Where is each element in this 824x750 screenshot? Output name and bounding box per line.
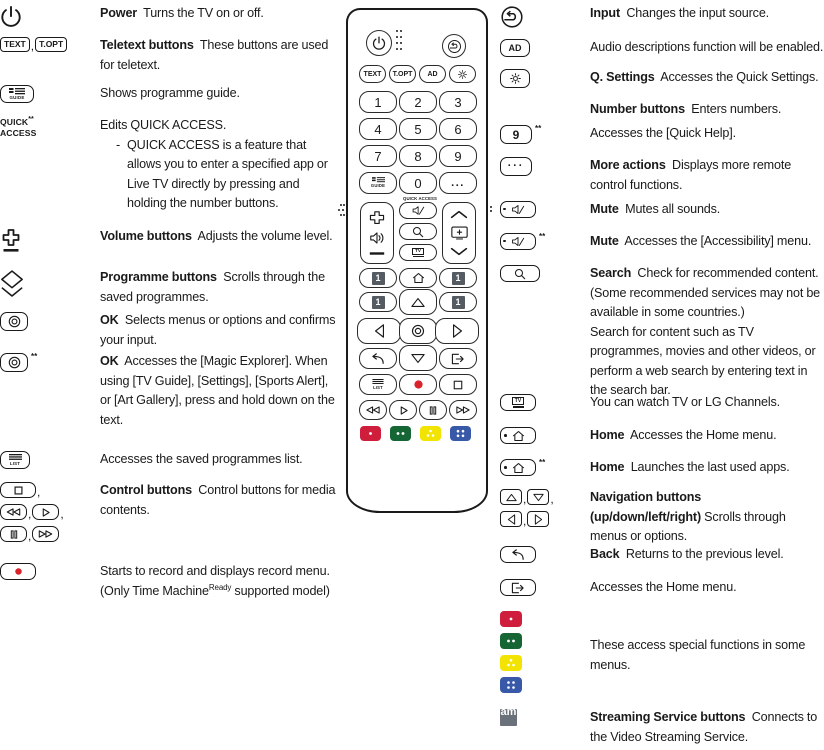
rewind-icon <box>366 406 380 414</box>
up-icon <box>411 297 425 308</box>
entry-quick-settings-text <box>590 68 824 88</box>
fast-forward-icon <box>456 406 470 414</box>
remote-blue-button[interactable] <box>450 426 471 441</box>
record-icon <box>413 379 424 390</box>
entry-volume-desc: Adjusts the volume level. <box>197 229 333 243</box>
down-icon <box>411 353 425 364</box>
topt-key-icon: T.OPT <box>35 37 67 52</box>
entry-ok-magic-bold: OK <box>100 354 119 368</box>
entry-more-actions-desc: Displays more remote control functions. <box>590 158 792 192</box>
remote-ad-button[interactable] <box>419 65 446 83</box>
entry-programme-desc: Scrolls through the saved programmes. <box>100 270 325 304</box>
entry-ok-magic-desc: Accesses the [Magic Explorer]. When using [TV Guide], [Settings], [Sports Alert], or [Art Gallery], press and hold down on the text. <box>100 354 335 427</box>
entry-volume <box>0 227 340 261</box>
entry-programme-text <box>100 268 340 307</box>
entry-more-actions <box>500 156 824 195</box>
entry-mute-text <box>590 200 824 220</box>
entry-ok-bold: OK <box>100 313 119 327</box>
entry-number-buttons-desc: Enters numbers. <box>691 102 782 116</box>
entry-quick-access-icons <box>0 116 100 138</box>
entry-mute-accessibility-bold: Mute <box>590 234 619 248</box>
remote-topt-label: T.OPT <box>392 70 413 78</box>
entry-input-text <box>590 4 824 24</box>
remote-rewind-button[interactable] <box>359 400 387 420</box>
remote-ad-label: AD <box>427 70 438 78</box>
red-key-icon <box>500 611 522 627</box>
entry-quick-help-icons <box>500 124 590 144</box>
entry-tv-channels-desc: You can watch TV or LG Channels. <box>590 395 781 409</box>
quick-access-star: ** <box>28 116 34 124</box>
entry-search-desc2: Search for content such as TV programmes, movies and other videos, or perform a web search by entering text in the search bar. <box>590 324 816 397</box>
home-icon <box>500 427 536 444</box>
entry-home-last-apps-bold: Home <box>590 460 625 474</box>
entry-quick-settings-desc: Accesses the Quick Settings. <box>660 70 819 84</box>
record-icon <box>0 563 36 580</box>
comma-separator: , <box>28 507 32 521</box>
remote-input-button[interactable] <box>442 34 466 58</box>
remote-settings-button[interactable] <box>449 65 476 83</box>
remote-play-button[interactable] <box>389 400 417 420</box>
guide-key-icon <box>0 85 34 103</box>
remote-streaming-2-label: 1 <box>452 272 465 285</box>
remote-more-actions-button[interactable] <box>439 172 477 194</box>
back-icon <box>371 353 385 365</box>
remote-nav-left-button[interactable] <box>357 318 401 344</box>
remote-exit-button[interactable] <box>439 348 477 369</box>
remote-number-0[interactable] <box>399 172 437 194</box>
remote-quick-access-label: QUICK ACCESS <box>403 196 437 201</box>
stop-icon <box>0 482 36 498</box>
remote-streaming-button-2[interactable] <box>439 268 477 288</box>
footnote-star: ** <box>539 458 546 467</box>
remote-back-button[interactable] <box>359 348 397 369</box>
remote-number-8-label: 8 <box>414 148 422 164</box>
entry-input-icons <box>500 4 590 34</box>
green-key-icon <box>500 633 522 649</box>
entry-streaming-service-desc: Connects to the Video Streaming Service. <box>590 710 818 744</box>
entry-home-text <box>590 426 824 446</box>
blue-key-icon <box>500 677 522 693</box>
remote-green-button[interactable] <box>390 426 411 441</box>
entry-record <box>0 562 340 601</box>
text-key-icon: TEXT <box>0 37 30 52</box>
remote-number-6-label: 6 <box>454 121 462 137</box>
programme-icon <box>0 269 100 304</box>
remote-tv-label: TV <box>412 248 424 256</box>
entry-search-bold: Search <box>590 266 632 280</box>
entry-teletext <box>0 36 340 75</box>
entry-guide-desc: Shows programme guide. <box>100 86 240 100</box>
up-icon <box>500 489 522 505</box>
entry-volume-bold: Volume buttons <box>100 229 192 243</box>
entry-record-text <box>100 562 340 601</box>
entry-teletext-bold: Teletext buttons <box>100 38 194 52</box>
comma-separator: , <box>28 529 32 543</box>
remote-streaming-button-4[interactable] <box>439 292 477 312</box>
gear-icon <box>500 69 530 88</box>
entry-exit-home-text <box>590 578 824 598</box>
entry-search-text <box>590 264 824 401</box>
entry-navigation <box>500 488 824 547</box>
entry-power <box>0 4 340 34</box>
remote-home-button[interactable] <box>399 268 437 288</box>
ok-icon <box>411 324 425 338</box>
entry-list-icons <box>0 450 100 469</box>
ellipsis-icon: ··· <box>500 157 532 176</box>
entry-streaming-service-bold: Streaming Service buttons <box>590 710 746 724</box>
home-icon <box>412 272 425 284</box>
comma-separator: , <box>523 514 527 528</box>
entry-list-text <box>100 450 340 470</box>
remote-number-4-label: 4 <box>374 121 382 137</box>
entry-quick-access-desc: Edits QUICK ACCESS. <box>100 118 227 132</box>
entry-power-icons <box>0 4 100 34</box>
entry-home-last-apps-icons <box>500 458 590 476</box>
entry-more-actions-text <box>590 156 824 195</box>
tv-icon <box>500 394 536 411</box>
remote-nav-up-button[interactable] <box>399 289 437 315</box>
chevron-down-icon <box>450 247 468 256</box>
entry-search <box>500 264 824 401</box>
entry-quick-help-desc: Accesses the [Quick Help]. <box>590 126 736 140</box>
entry-tv-channels-text <box>590 393 824 413</box>
pause-icon <box>0 526 27 542</box>
entry-exit-home-desc: Accesses the Home menu. <box>590 580 737 594</box>
speaker-icon <box>369 231 385 245</box>
mute-icon <box>412 205 425 216</box>
remote-number-5-label: 5 <box>414 121 422 137</box>
ad-key-icon: AD <box>500 39 530 57</box>
entry-audio-description-text <box>590 38 824 58</box>
remote-pause-button[interactable] <box>419 400 447 420</box>
quick-access-label-icon <box>0 117 100 138</box>
ok-wheel-icon <box>0 353 28 372</box>
entry-ok <box>0 311 340 350</box>
entry-back-desc: Returns to the previous level. <box>625 547 784 561</box>
footnote-star: ** <box>535 124 542 133</box>
entry-home-last-apps-text <box>590 458 824 478</box>
entry-back-icons <box>500 545 590 563</box>
remote-number-5[interactable] <box>399 118 437 140</box>
remote-number-9-label: 9 <box>454 148 462 164</box>
remote-number-7[interactable] <box>359 145 397 167</box>
entry-navigation-icons <box>500 488 590 527</box>
remote-list-label: LIST <box>373 384 383 390</box>
search-icon <box>412 226 424 238</box>
remote-red-button[interactable] <box>360 426 381 441</box>
remote-power-button[interactable] <box>366 30 392 56</box>
quick-access-line2: ACCESS <box>0 127 37 138</box>
entry-more-actions-bold: More actions <box>590 158 666 172</box>
remote-number-0-label: 0 <box>414 175 422 191</box>
search-icon <box>500 265 540 282</box>
remote-tv-button[interactable] <box>399 244 437 261</box>
entry-back <box>500 545 824 565</box>
rewind-icon <box>0 504 27 520</box>
remote-more-actions-label: ... <box>451 176 465 189</box>
guide-box-icon <box>451 226 468 240</box>
entry-colour-buttons-text <box>590 610 824 675</box>
entry-quick-help-text <box>590 124 824 144</box>
entry-quick-settings-icons <box>500 68 590 88</box>
comma-separator: , <box>550 492 554 506</box>
entry-programme-bold: Programme buttons <box>100 270 217 284</box>
remote-number-1[interactable] <box>359 91 397 113</box>
entry-power-bold: Power <box>100 6 138 20</box>
remote-streaming-4-label: 1 <box>452 296 465 309</box>
entry-mute-bold: Mute <box>590 202 619 216</box>
ir-dots-decoration <box>396 30 406 52</box>
down-icon <box>527 489 549 505</box>
entry-list-desc: Accesses the saved programmes list. <box>100 452 303 466</box>
remote-record-button[interactable] <box>399 374 437 395</box>
entry-mute-accessibility <box>500 232 824 252</box>
entry-audio-description <box>500 38 824 58</box>
entry-search-icons <box>500 264 590 282</box>
fast-forward-icon <box>32 526 59 542</box>
entry-home-icons <box>500 426 590 444</box>
remote-number-2-label: 2 <box>414 94 422 110</box>
remote-number-6[interactable] <box>439 118 477 140</box>
entry-ok-icons <box>0 311 100 331</box>
comma-separator: , <box>60 507 64 521</box>
remote-text-label: TEXT <box>363 70 382 78</box>
entry-power-desc: Turns the TV on or off. <box>143 6 264 20</box>
entry-tv-channels-icons <box>500 393 590 411</box>
number-9-key-icon: 9 <box>500 125 532 144</box>
entry-input-desc: Changes the input source. <box>626 6 770 20</box>
remote-forward-button[interactable] <box>449 400 477 420</box>
entry-record-desc2: supported model) <box>231 583 330 598</box>
list-key-label: LIST <box>9 460 21 466</box>
mute-icon <box>500 233 536 250</box>
volume-up-icon <box>369 210 385 226</box>
remote-number-9[interactable] <box>439 145 477 167</box>
entry-home-bold: Home <box>590 428 625 442</box>
entry-quick-access <box>0 116 340 214</box>
power-icon <box>0 5 100 34</box>
entry-colour-buttons <box>500 610 824 693</box>
yellow-key-icon <box>500 655 522 671</box>
entry-audio-description-desc: Audio descriptions function will be enabled. <box>590 40 824 54</box>
entry-mute-accessibility-text <box>590 232 824 252</box>
remote-yellow-button[interactable] <box>420 426 441 441</box>
entry-control-buttons <box>0 481 340 542</box>
streaming-number-icon: streaming-1 <box>480 705 537 730</box>
remote-number-1-label: 1 <box>374 94 382 110</box>
entry-home-desc: Accesses the Home menu. <box>630 428 777 442</box>
quick-access-line1: QUICK <box>0 117 29 127</box>
ok-wheel-icon <box>0 312 28 331</box>
remote-control-diagram <box>346 8 488 513</box>
sub-dash: - <box>116 137 121 152</box>
entry-home <box>500 426 824 446</box>
entry-colour-buttons-icons <box>500 610 590 693</box>
gear-icon <box>457 69 468 80</box>
tv-key-label: TV <box>512 397 524 405</box>
entry-guide <box>0 84 340 104</box>
comma-separator: , <box>523 492 527 506</box>
entry-number-buttons-bold: Number buttons <box>590 102 685 116</box>
pause-icon <box>429 406 437 415</box>
entry-home-last-apps-desc: Launches the last used apps. <box>630 460 790 474</box>
right-icon <box>452 324 463 338</box>
entry-quick-access-text <box>100 116 340 214</box>
entry-input-bold: Input <box>590 6 621 20</box>
entry-mute-desc: Mutes all sounds. <box>625 202 721 216</box>
entry-teletext-icons <box>0 36 100 52</box>
entry-home-last-apps <box>500 458 824 478</box>
entry-navigation-bold: Navigation buttons (up/down/left/right) <box>590 490 702 524</box>
remote-number-3-label: 3 <box>454 94 462 110</box>
entry-ok-magic <box>0 352 340 430</box>
entry-guide-icons <box>0 84 100 103</box>
entry-power-text <box>100 4 340 24</box>
volume-down-icon <box>369 251 385 256</box>
remote-number-8[interactable] <box>399 145 437 167</box>
left-side-dots <box>338 204 346 220</box>
entry-quick-access-sub-desc: QUICK ACCESS is a feature that allows you to enter a specified app or Live TV directly by pressing and holding the number buttons. <box>127 137 328 210</box>
entry-more-actions-icons <box>500 156 590 176</box>
entry-streaming-service-icons <box>480 705 590 730</box>
remote-guide-button[interactable] <box>359 172 397 194</box>
entry-record-desc: Starts to record and displays record menu. (Only Time Machine <box>100 564 330 598</box>
right-side-dots <box>486 206 496 214</box>
list-key-icon <box>0 451 30 469</box>
entry-streaming-service <box>480 705 824 747</box>
remote-nav-right-button[interactable] <box>435 318 479 344</box>
remote-streaming-3-label: 1 <box>372 296 385 309</box>
entry-navigation-desc: Scrolls through menus or options. <box>590 509 786 543</box>
entry-mute-accessibility-desc: Accesses the [Accessibility] menu. <box>624 234 812 248</box>
right-description-column <box>480 0 824 750</box>
remote-streaming-1-label: 1 <box>372 272 385 285</box>
entry-control-buttons-bold: Control buttons <box>100 483 192 497</box>
remote-nav-down-button[interactable] <box>399 345 437 371</box>
entry-back-text <box>590 545 824 565</box>
remote-streaming-button-1[interactable] <box>359 268 397 288</box>
entry-streaming-service-text <box>590 708 824 747</box>
remote-search-button[interactable] <box>399 223 437 240</box>
remote-ok-button[interactable] <box>399 318 437 344</box>
entry-tv-channels <box>500 393 824 413</box>
entry-quick-help <box>500 124 824 144</box>
home-icon <box>500 459 536 476</box>
footnote-star: ** <box>539 232 546 241</box>
exit-icon <box>500 579 536 596</box>
remote-number-7-label: 7 <box>374 148 382 164</box>
entry-mute-accessibility-icons <box>500 232 590 250</box>
entry-volume-icons <box>0 227 100 261</box>
entry-number-buttons-icons <box>500 100 590 101</box>
remote-list-button[interactable] <box>359 374 397 395</box>
entry-number-buttons-text <box>590 100 824 120</box>
left-description-column <box>0 0 340 750</box>
entry-programme <box>0 268 340 307</box>
stop-icon <box>453 380 463 390</box>
entry-volume-text <box>100 227 340 247</box>
back-icon <box>500 546 536 563</box>
guide-key-label: GUIDE <box>9 94 25 100</box>
remote-number-2[interactable] <box>399 91 437 113</box>
entry-teletext-desc: These buttons are used for teletext. <box>100 38 329 72</box>
remote-streaming-button-3[interactable] <box>359 292 397 312</box>
entry-mute-icons <box>500 200 590 218</box>
entry-audio-description-icons <box>500 38 590 57</box>
entry-control-buttons-desc: Control buttons for media contents. <box>100 483 336 517</box>
play-icon <box>32 504 59 520</box>
entry-record-icons <box>0 562 100 580</box>
remote-mute-button[interactable] <box>399 202 437 219</box>
entry-colour-buttons-desc: These access special functions in some menus. <box>590 638 806 672</box>
remote-guide-label: GUIDE <box>370 183 386 189</box>
entry-record-sup: Ready <box>208 582 232 592</box>
comma-separator: , <box>37 485 41 499</box>
mute-icon <box>500 201 536 218</box>
entry-control-buttons-icons <box>0 481 100 542</box>
remote-diagram-column <box>340 0 500 750</box>
entry-quick-settings <box>500 68 824 88</box>
entry-control-buttons-text <box>100 481 340 520</box>
remote-number-4[interactable] <box>359 118 397 140</box>
right-icon <box>527 511 549 527</box>
entry-exit-home-icons <box>500 578 590 596</box>
footnote-star: ** <box>31 352 38 361</box>
entry-exit-home <box>500 578 824 598</box>
remote-volume-rocker[interactable] <box>360 202 394 264</box>
entry-programme-icons <box>0 268 100 304</box>
comma-separator: , <box>30 39 35 53</box>
entry-quick-access-sub <box>100 136 340 214</box>
volume-icon <box>0 228 100 261</box>
left-icon <box>374 324 385 338</box>
remote-number-3[interactable] <box>439 91 477 113</box>
left-icon <box>500 511 522 527</box>
remote-topt-button[interactable] <box>389 65 416 83</box>
input-icon <box>500 5 590 34</box>
entry-back-bold: Back <box>590 547 620 561</box>
entry-number-buttons <box>500 100 824 120</box>
entry-list <box>0 450 340 470</box>
remote-stop-button[interactable] <box>439 374 477 395</box>
remote-text-button[interactable] <box>359 65 386 83</box>
play-icon <box>399 406 408 415</box>
entry-navigation-text <box>590 488 824 547</box>
entry-mute <box>500 200 824 220</box>
entry-guide-text <box>100 84 340 104</box>
entry-ok-desc: Selects menus or options and confirms your input. <box>100 313 336 347</box>
entry-ok-magic-text <box>100 352 340 430</box>
exit-icon <box>451 353 465 365</box>
remote-programme-rocker[interactable] <box>442 202 476 264</box>
entry-input <box>500 4 824 34</box>
entry-teletext-text <box>100 36 340 75</box>
entry-search-desc: Check for recommended content. (Some recommended services may not be available in some countries.) <box>590 266 821 319</box>
entry-ok-magic-icons <box>0 352 100 372</box>
chevron-up-icon <box>450 210 468 219</box>
entry-ok-text <box>100 311 340 350</box>
entry-quick-settings-bold: Q. Settings <box>590 70 655 84</box>
